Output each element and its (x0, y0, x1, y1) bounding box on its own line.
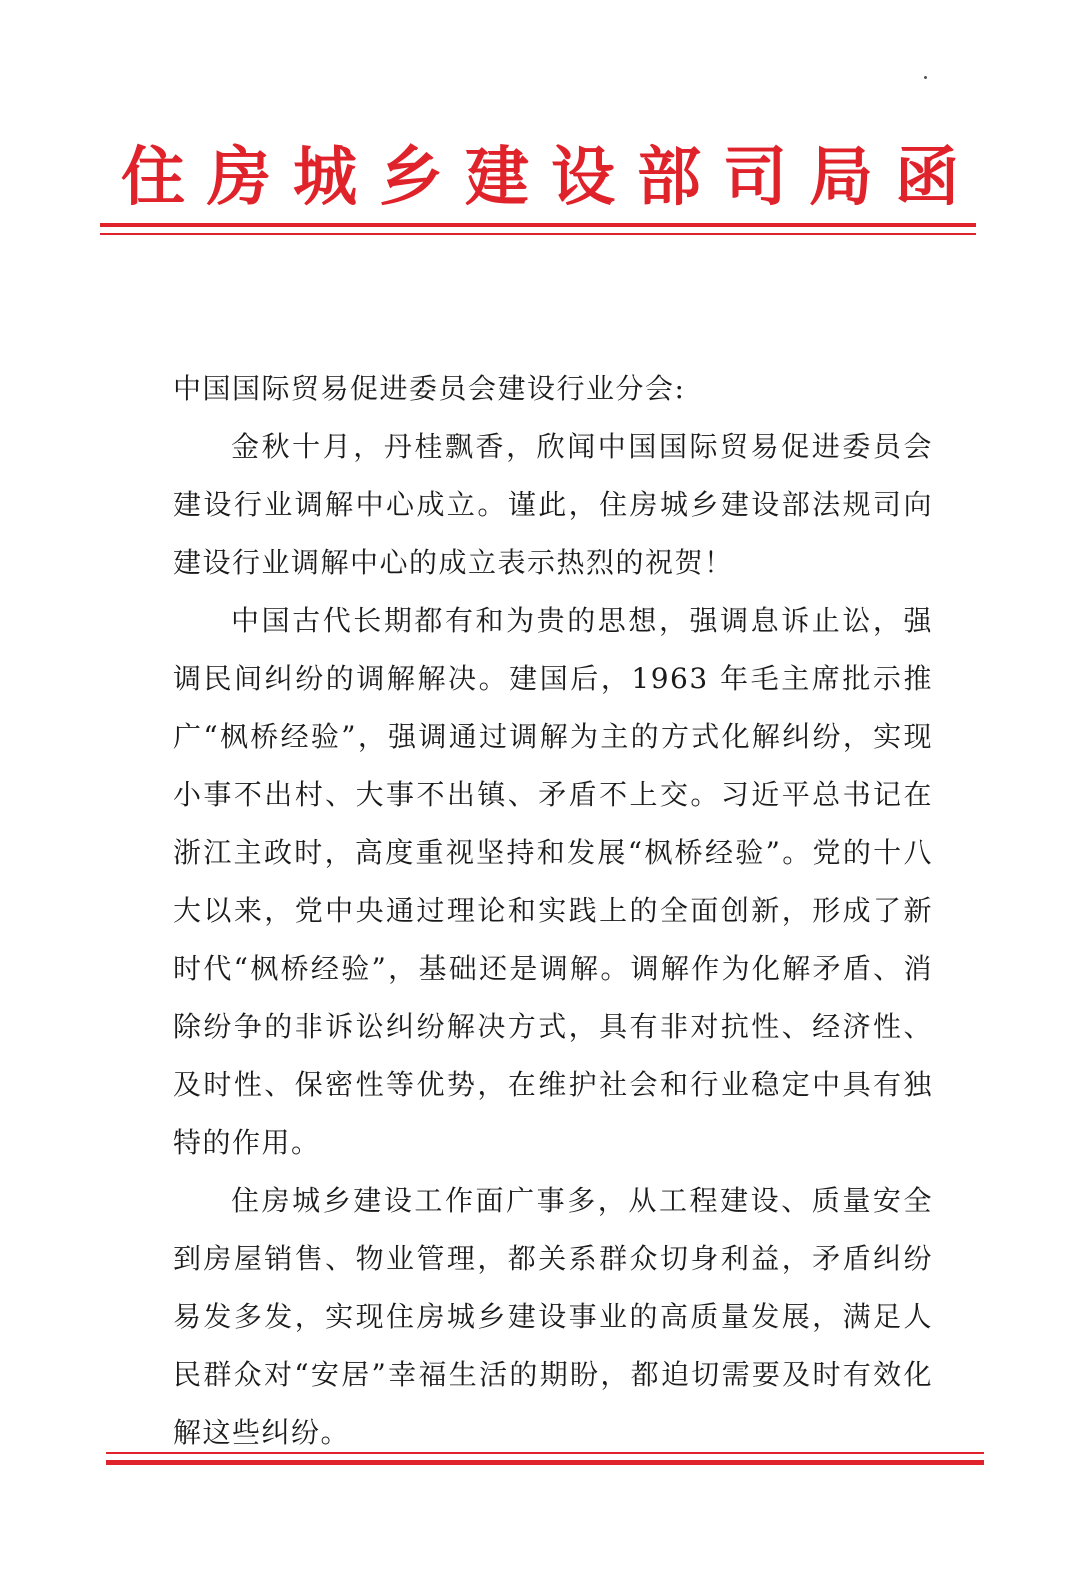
paragraph-1: 金秋十月，丹桂飘香，欣闻中国国际贸易促进委员会建设行业调解中心成立。谨此，住房城乡建设部法规司向建设行业调解中心的成立表示热烈的祝贺！ (173, 430, 933, 579)
letterhead-title: 住房城乡建设部司局函 (121, 140, 981, 215)
salutation: 中国国际贸易促进委员会建设行业分会: (173, 372, 686, 405)
letterhead-rule-thick (100, 223, 976, 227)
paragraph-2: 中国古代长期都有和为贵的思想，强调息诉止讼，强调民间纠纷的调解解决。建国后，1963 年毛主席批示推广“枫桥经验”，强调通过调解为主的方式化解纠纷，实现小事不出村、大事不出镇、矛盾不上交。习近平总书记在浙江主政时，高度重视坚持和发展“枫桥经验”。党的十八大以来，党中央通过理论和实践上的全面创新，形成了新时代“枫桥经验”，基础还是调解。调解作为化解矛盾、消除纷争的非诉讼纠纷解决方式，具有非对抗性、经济性、及时性、保密性等优势，在维护社会和行业稳定中具有独特的作用。 (173, 604, 933, 1159)
paragraph-3: 住房城乡建设工作面广事多，从工程建设、质量安全到房屋销售、物业管理，都关系群众切身利益，矛盾纠纷易发多发，实现住房城乡建设事业的高质量发展，满足人民群众对“安居”幸福生活的期盼，都迫切需要及时有效化解这些纠纷。 (173, 1184, 933, 1449)
scan-dot (924, 76, 927, 79)
letterhead-rule-thin (100, 233, 976, 235)
footer-rule-thin (106, 1452, 984, 1454)
letter-body (173, 360, 933, 1462)
footer-rule-thick (106, 1460, 984, 1465)
